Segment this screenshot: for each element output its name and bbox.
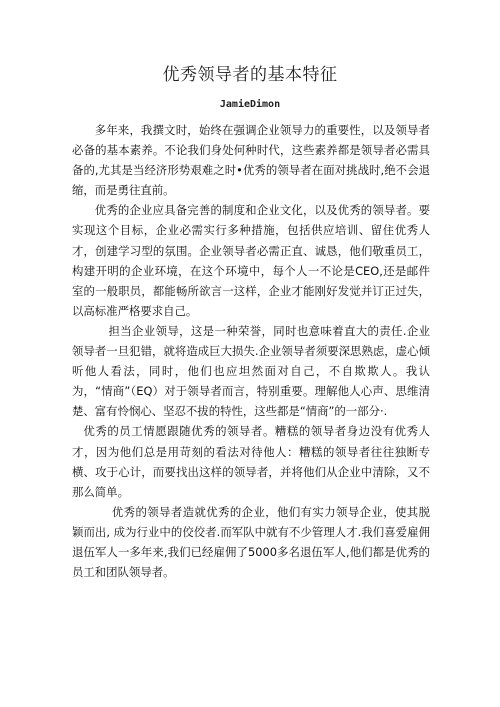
author-name: JamieDimon — [219, 99, 281, 110]
paragraph-3: 担当企业领导，这是一种荣誉，同时也意味着直大的责任.企业领导者一旦犯错，就将造成巨大损失.企业领导者须要深思熟虑，虚心倾听他人看法，同时，他们也应坦然面对自己，不自欺欺人。我认为，“情商”（EQ）对于领导者而言，特别重要。理解他人心声、思维清楚、富有怜悯心、坚忍不拔的特性，这些都是“情商”的一部分·. — [72, 323, 430, 419]
paragraph-4: 优秀的员工情愿跟随优秀的领导者。糟糕的领导者身边没有优秀人才，因为他们总是用苛刻的看法对待他人：糟糕的领导者往往独断专横、攻于心计，而要找出这样的领导者，并将他们从企业中清除，又不那么简单。 — [72, 424, 430, 499]
paragraph-2: 优秀的企业应具备完善的制度和企业文化，以及优秀的领导者。要实现这个目标，企业必需实行多种措施，包括供应培训、留住优秀人才，创建学习型的氛围。企业领导者必需正直、诚恳，他们敬重员工，构建开明的企业环境，在这个环境中，每个人一不论是CEO,还是邮件室的一般职员，都能畅所欲言一这样，企业才能刚好发觉并订正过失，以高标准严格要求自己。 — [72, 203, 430, 318]
document-body — [72, 120, 430, 582]
paragraph-5: 优秀的领导者造就优秀的企业，他们有实力领导企业，使其脱颖而出, 成为行业中的佼佼者.而军队中就有不少管理人才.我们喜爱雇佣退伍军人一多年来,我们已经雇佣了5000多名退伍军人,他们都是优秀的员工和团队领导者。 — [72, 504, 430, 580]
paragraph-1: 多年来，我撰文时，始终在强调企业领导力的重要性，以及领导者必备的基本素养。不论我们身处何种时代，这些素养都是领导者必需具备的,尤其是当经济形势艰难之时•优秀的领导者在面对挑战时,绝不会退缩，而是勇往直前。 — [72, 123, 430, 198]
document-title: 优秀领导者的基本特征 — [162, 65, 338, 85]
